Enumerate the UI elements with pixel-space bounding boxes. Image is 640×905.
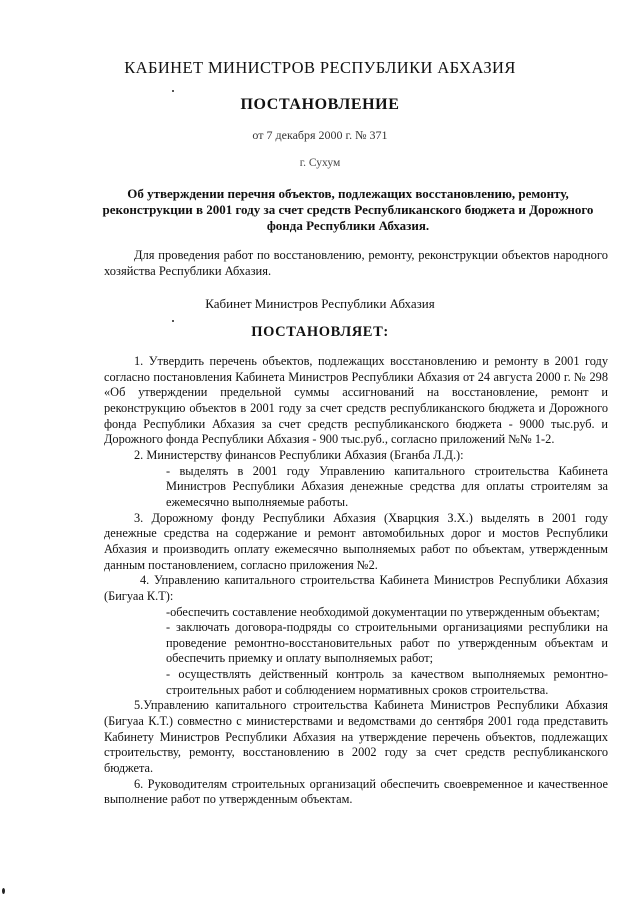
- item-4-bullet-3: - осуществлять действенный контроль за качеством выполняемых ремонтно-строительных работ и соблюдением нормативных сроков строительства.: [166, 667, 608, 697]
- scan-speck: [2, 888, 5, 894]
- document-date-number: от 7 декабря 2000 г. № 371: [252, 128, 388, 142]
- document-heading: КАБИНЕТ МИНИСТРОВ РЕСПУБЛИКИ АБХАЗИЯ: [124, 58, 516, 77]
- item-4: 4. Управлению капитального строительства Кабинета Министров Республики Абхазия (Бигуаа К.Т):: [104, 573, 608, 603]
- item-3: 3. Дорожному фонду Республики Абхазия (Хварцкия З.Х.) выделять в 2001 году денежные средства на содержание и ремонт автомобильных дорог и мостов Республики Абхазия и производить оплату ежемесячно выполняемых работ по объектам, утвержденным данным постановлением, согласно приложения №2.: [104, 510, 608, 572]
- item-4-bullet-1: -обеспечить составление необходимой документации по утвержденным объектам;: [166, 604, 600, 619]
- scan-speck: [172, 320, 174, 322]
- item-1: 1. Утвердить перечень объектов, подлежащих восстановлению и ремонту в 2001 году согласно постановления Кабинета Министров Республики Абхазия от 24 августа 2000 г. № 298 «Об утверждении предельной суммы ассигнований на восстановление, ремонт и реконструкцию объектов в 2001 году за счет средств республиканского бюджета и Дорожного фонда Республики Абхазия за счет средств республиканского бюджета - 9000 тыс.руб. и Дорожного фонда Республики Абхазия - 900 тыс.руб., согласно приложений №№ 1-2.: [104, 354, 608, 447]
- scan-speck: [172, 90, 174, 92]
- document-type: ПОСТАНОВЛЕНИЕ: [240, 96, 400, 113]
- issuer-line: Кабинет Министров Республики Абхазия: [205, 296, 435, 311]
- item-2: 2. Министерству финансов Республики Абхазия (Бганба Л.Д.):: [134, 447, 464, 462]
- item-4-bullet-2: - заключать договора-подряды со строительными организациями республики на проведение ремонтно-восстановительных работ по утвержденным объектам и обеспечить приемку и оплату выполняемых работ;: [166, 620, 608, 666]
- item-5: 5.Управлению капитального строительства Кабинета Министров Республики Абхазия (Бигуаа К.Т.) совместно с министерствами и ведомствами до сентября 2001 года представить Кабинету Министров Республики Абхазия на утверждение перечень объектов, подлежащих строительству, ремонту, восстановлению в 2002 году за счет средств республиканского бюджета.: [104, 698, 608, 776]
- document-title: Об утверждении перечня объектов, подлежащих восстановлению, ремонту, реконструкции в 2001 году за счет средств Республиканского бюджета и Дорожного фонда Республики Абхазия.: [102, 186, 594, 233]
- item-6: 6. Руководителям строительных организаций обеспечить своевременное и качественное выполнение работ по утвержденным объектам.: [104, 776, 608, 807]
- resolves-heading: ПОСТАНОВЛЯЕТ:: [251, 324, 389, 340]
- document-intro: Для проведения работ по восстановлению, ремонту, реконструкции объектов народного хозяйства Республики Абхазия.: [104, 248, 608, 278]
- document-body: [104, 354, 608, 808]
- document-city: г. Сухум: [299, 157, 341, 169]
- item-2-bullet: - выделять в 2001 году Управлению капитального строительства Кабинета Министров Республики Абхазия денежные средства для оплаты строителям за ежемесячно выполняемые работы.: [166, 463, 608, 509]
